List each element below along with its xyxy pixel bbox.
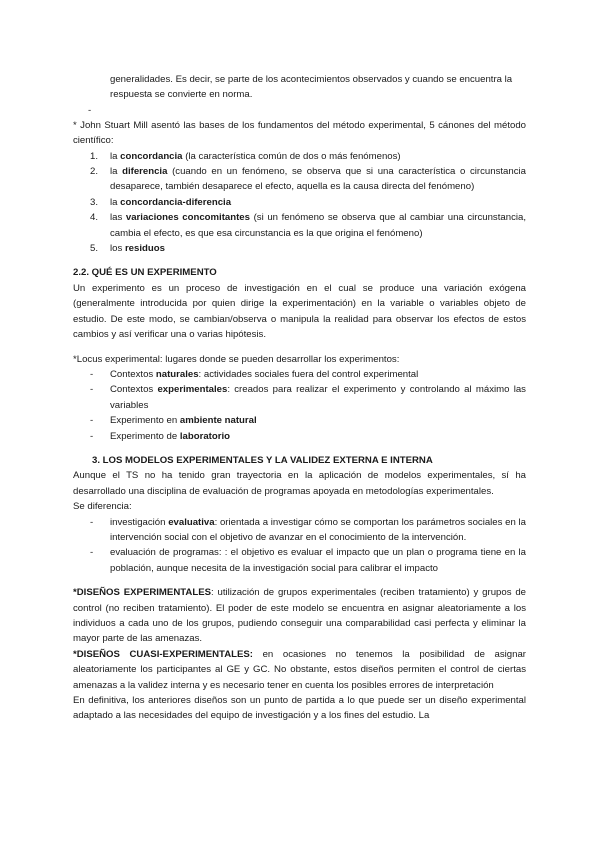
designs-exp-heading: *DISEÑOS EXPERIMENTALES bbox=[73, 587, 211, 599]
top-line-1: generalidades. Es decir, se parte de los acontecimientos observados y cuando se encuentra la bbox=[110, 74, 513, 85]
list-item bbox=[73, 195, 526, 210]
section-3-list bbox=[73, 515, 526, 577]
item-number: 4. bbox=[90, 212, 99, 224]
item-bold: concordancia-diferencia bbox=[120, 196, 232, 208]
item-pre: investigación bbox=[110, 516, 169, 528]
item-bold: ambiente natural bbox=[179, 415, 257, 427]
item-number: 5. bbox=[90, 243, 99, 255]
item-bold: laboratorio bbox=[179, 430, 230, 442]
item-post: : actividades sociales fuera del control experimental bbox=[198, 368, 419, 380]
item-number: 2. bbox=[90, 166, 99, 178]
list-item: - Experimento de laboratorio bbox=[90, 430, 230, 442]
item-number: 3. bbox=[90, 196, 99, 208]
item-bold: diferencia bbox=[122, 166, 168, 178]
item-pre: la bbox=[110, 196, 121, 208]
top-line-2: respuesta se convierte en norma. bbox=[110, 89, 253, 101]
experimental-designs bbox=[73, 585, 526, 647]
locus-list bbox=[73, 367, 526, 444]
item-pre: evaluación de programas bbox=[110, 547, 219, 559]
item-pre: Experimento de bbox=[110, 430, 180, 442]
designs-exp-text: : utilización de grupos experimentales (reciben tratamiento) y grupos de control (no reciben tratamiento). El poder de este modelo se encuentra en asignar aleatoriamente a los individuos a cada uno de los grupos, pudiendo conseguir una comparabilidad casi perfecta y eliminar la mayor parte de las amenazas. bbox=[73, 587, 526, 645]
item-bold: concordancia bbox=[120, 150, 183, 162]
item-bold: experimentales bbox=[157, 384, 228, 396]
list-item: - Contextos experimentales: creados para realizar el experimento y controlando al máximo las variables bbox=[90, 384, 526, 411]
list-item bbox=[73, 164, 526, 195]
item-pre: los bbox=[110, 243, 125, 255]
list-item bbox=[73, 241, 526, 256]
item-pre: la bbox=[110, 150, 121, 162]
item-number: 1. bbox=[90, 150, 99, 162]
item-bold: variaciones concomitantes bbox=[125, 212, 250, 224]
section-3-body: Aunque el TS no ha tenido gran trayectoria en la aplicación de modelos experimentales, sí ha desarrollado una disciplina de evaluación de programas apoyada en metodologías experimentales. bbox=[73, 470, 526, 497]
item-pre: la bbox=[110, 166, 123, 178]
item-bold: residuos bbox=[124, 243, 165, 255]
final-paragraph: En definitiva, los anteriores diseños son un punto de partida a lo que puede ser un diseño experimental adaptado a las necesidades del equipo de investigación y a los fines del estudio. La bbox=[73, 695, 526, 722]
item-pre: las bbox=[110, 212, 126, 224]
locus-intro: *Locus experimental: lugares donde se pueden desarrollar los experimentos: bbox=[73, 353, 400, 365]
list-item: - Contextos naturales: actividades sociales fuera del control experimental bbox=[90, 368, 419, 380]
quasi-experimental-designs bbox=[73, 647, 526, 693]
section-2-2-heading: 2.2. QUÉ ES UN EXPERIMENTO bbox=[73, 267, 217, 279]
item-bold: evaluativa bbox=[168, 516, 215, 528]
section-2-2-body: Un experimento es un proceso de investigación en el cual se produce una variación exógena (generalmente introducida por quien dirige la experimentación) en la variable o variables objeto de estudio. De este modo, se cambian/observa o manipula la realidad para observar los efectos de estos cambios y así verificar una o varias hipótesis. bbox=[73, 282, 526, 341]
designs-quasi-heading: *DISEÑOS CUASI-EXPERIMENTALES: bbox=[73, 648, 253, 660]
list-item bbox=[73, 149, 526, 164]
item-post: (cuando en un fenómeno, se observa que si una característica o circunstancia desaparece, también desaparece el efecto, aquella es la causa directa del fenómeno) bbox=[110, 166, 526, 193]
mill-intro: * John Stuart Mill asentó las bases de los fundamentos del método experimental, 5 cánones del método científico: bbox=[73, 119, 526, 147]
list-item: - evaluación de programas: : el objetivo es evaluar el impacto que un plan o programa tiene en la población, aunque necesita de la investigación social para calibrar el impacto bbox=[90, 547, 526, 574]
mill-canons-list bbox=[73, 149, 526, 257]
item-pre: Experimento en bbox=[110, 415, 180, 427]
list-item: - investigación evaluativa: orientada a investigar cómo se comportan los parámetros sociales en la intervención social con el objetivo de avanzar en el conocimiento de la intervención. bbox=[90, 516, 526, 543]
item-post: : : el objetivo es evaluar el impacto que un plan o programa tiene en la población, aunque necesita de la investigación social para calibrar el impacto bbox=[110, 547, 526, 574]
item-pre: Contextos bbox=[110, 384, 158, 396]
item-post: : creados para realizar el experimento y controlando al máximo las variables bbox=[110, 384, 526, 411]
list-item bbox=[73, 210, 526, 241]
lone-dash: - bbox=[88, 104, 92, 116]
section-3-diff: Se diferencia: bbox=[73, 501, 132, 513]
designs-quasi-text: en ocasiones no tenemos la posibilidad de asignar aleatoriamente los participantes al GE y GC. No obstante, estos diseños permiten el control de ciertas amenazas a la validez interna y es necesario tener en cuenta los posibles errores de interpretación bbox=[73, 648, 527, 691]
item-post: (si un fenómeno se observa que al cambiar una circunstancia, cambia el efecto, es que esa circunstancia es la que origina el fenómeno) bbox=[110, 212, 526, 239]
section-3-heading: 3. LOS MODELOS EXPERIMENTALES Y LA VALIDEZ EXTERNA E INTERNA bbox=[92, 454, 433, 466]
item-pre: Contextos bbox=[110, 368, 156, 380]
item-post: : orientada a investigar cómo se comportan los parámetros sociales en la intervención social con el objetivo de avanzar en el conocimiento de la intervención. bbox=[110, 516, 526, 543]
list-item: - Experimento en ambiente natural bbox=[90, 415, 257, 427]
item-bold: naturales bbox=[155, 368, 199, 380]
item-post: (la característica común de dos o más fenómenos) bbox=[182, 150, 401, 162]
